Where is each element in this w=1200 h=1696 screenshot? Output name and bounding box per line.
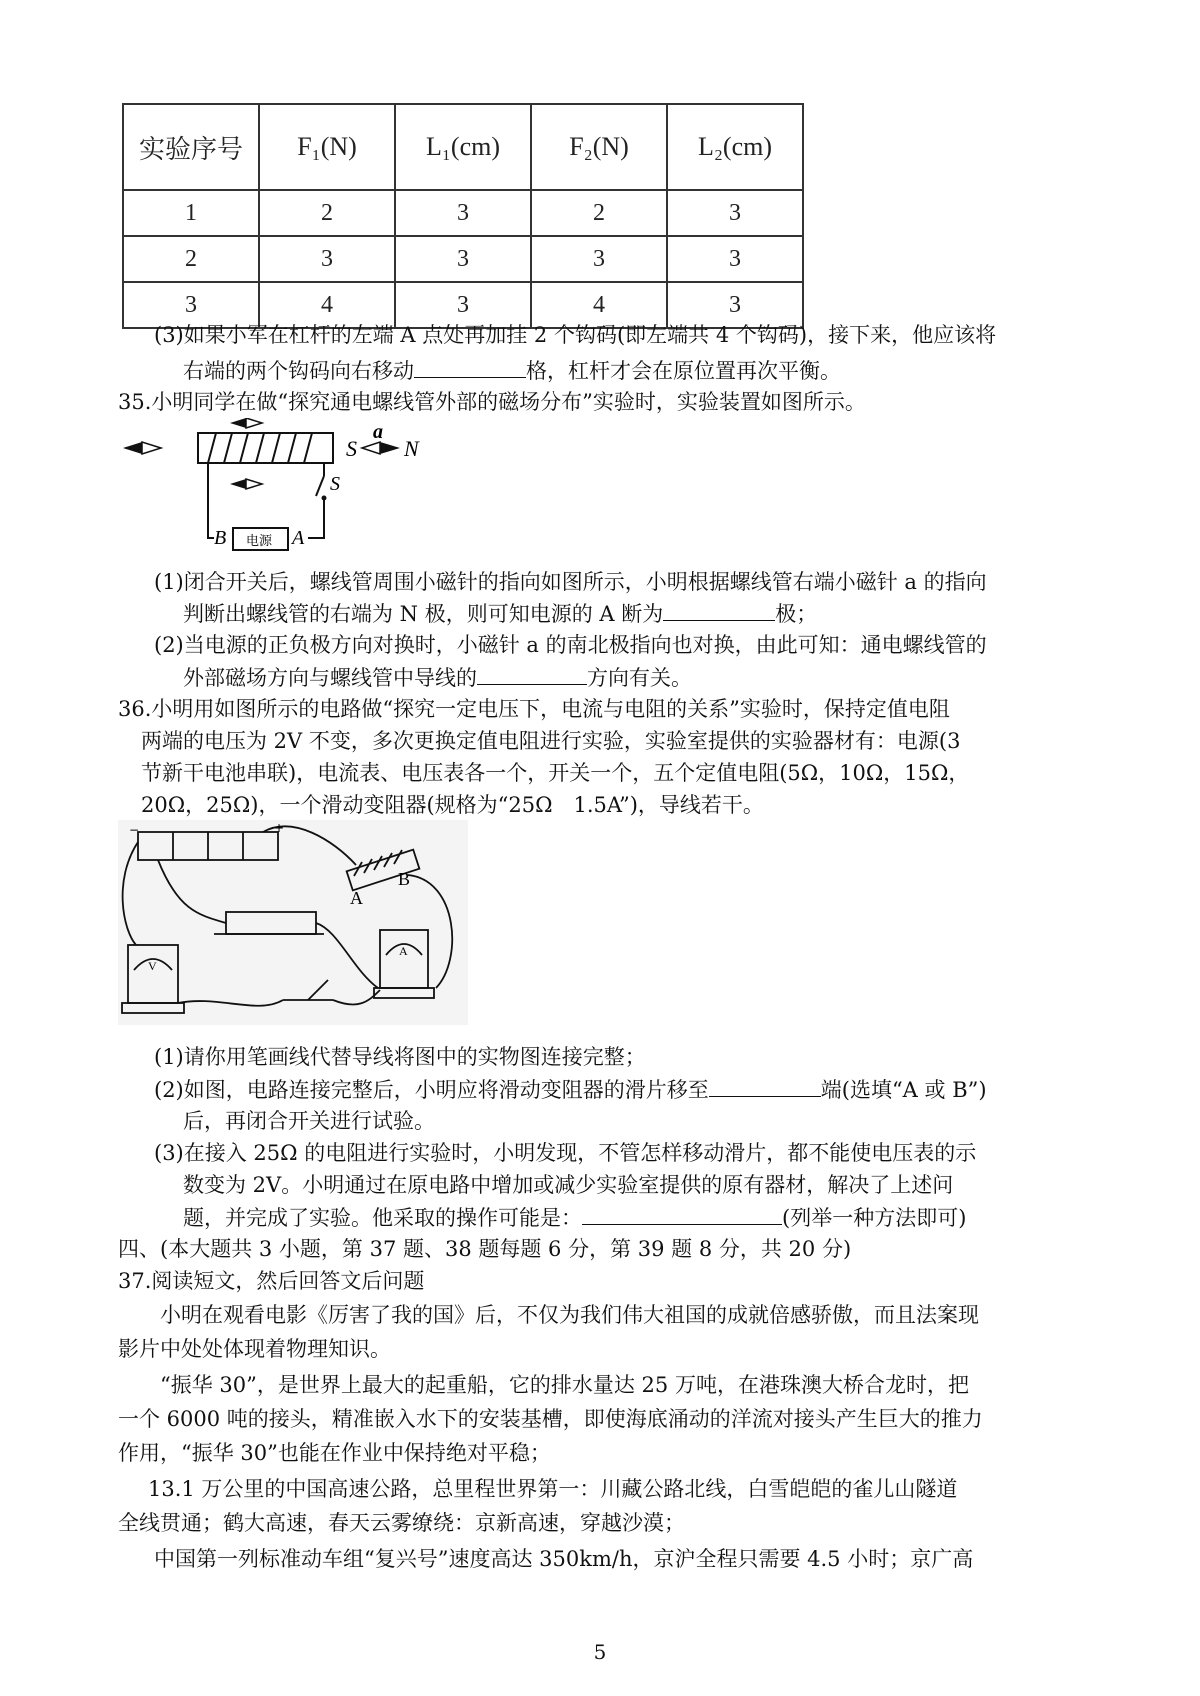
table-header: F₂(N) xyxy=(531,104,667,190)
q37-para3-line2: 全线贯通；鹤大高速，春天云雾缭绕：京新高速，穿越沙漠； xyxy=(118,1511,685,1535)
table-cell: 3 xyxy=(395,282,531,328)
table-cell: 3 xyxy=(531,236,667,282)
table-cell: 3 xyxy=(667,282,803,328)
answer-blank[interactable] xyxy=(709,1074,821,1097)
q35-part2-line2 xyxy=(183,662,692,693)
table-header: F₁(N) xyxy=(259,104,395,190)
table-cell: 4 xyxy=(531,282,667,328)
q34-text: 右端的两个钩码向右移动 xyxy=(183,359,414,383)
label-voltmeter: V xyxy=(148,959,157,973)
answer-blank[interactable] xyxy=(663,598,775,621)
experiment-table xyxy=(122,103,804,329)
label-a-terminal: A xyxy=(292,527,305,549)
table-cell: 2 xyxy=(259,190,395,236)
q36-part3-line2: 数变为 2V。小明通过在原电路中增加或减少实验室提供的原有器材，解决了上述问 xyxy=(183,1173,954,1197)
q36-part1: (1)请你用笔画线代替导线将图中的实物图连接完整； xyxy=(154,1045,646,1069)
figure-background xyxy=(118,820,468,1025)
q36-part3-line1: (3)在接入 25Ω 的电阻进行实验时，小明发现，不管怎样移动滑片，都不能使电压表的示 xyxy=(154,1141,977,1165)
table-header: L₁(cm) xyxy=(395,104,531,190)
label-power: 电源 xyxy=(246,534,273,549)
q35-text: 判断出螺线管的右端为 N 极，则可知电源的 A 断为 xyxy=(183,602,664,626)
compass-needle-bottom xyxy=(230,479,262,489)
q36-text: 端(选填“A 或 B”) xyxy=(820,1078,987,1102)
q37-para4-line1: 中国第一列标准动车组“复兴号”速度高达 350km/h，京沪全程只需要 4.5 小时；京广高 xyxy=(154,1547,974,1571)
label-n: N xyxy=(404,436,419,461)
table-row xyxy=(123,190,803,236)
table-cell: 3 xyxy=(395,236,531,282)
table-cell: 3 xyxy=(667,190,803,236)
label-rheostat-a: A xyxy=(350,888,363,908)
table-row xyxy=(123,236,803,282)
table-cell: 3 xyxy=(395,190,531,236)
answer-blank[interactable] xyxy=(477,662,587,685)
table-cell: 4 xyxy=(259,282,395,328)
q36-stem-line4: 20Ω，25Ω)，一个滑动变阻器(规格为“25Ω 1.5A”)，导线若干。 xyxy=(141,793,764,817)
table-header: L₂(cm) xyxy=(667,104,803,190)
wire-right-lower xyxy=(308,500,324,538)
q36-text: (2)如图，电路连接完整后，小明应将滑动变阻器的滑片移至 xyxy=(154,1078,709,1102)
q35-text: 方向有关。 xyxy=(587,666,692,690)
svg-text:−: − xyxy=(129,823,140,837)
compass-needle-top xyxy=(230,418,262,428)
section-heading: 四、(本大题共 3 小题，第 37 题、38 题每题 6 分，第 39 题 8 分，共 20 分) xyxy=(118,1237,852,1261)
q35-part2-line1: (2)当电源的正负极方向对换时，小磁针 a 的南北极指向也对换，由此可知：通电螺线管的 xyxy=(154,633,987,657)
solenoid-coil xyxy=(208,433,312,463)
compass-needle-left xyxy=(123,442,161,454)
label-ammeter: A xyxy=(399,944,408,958)
q36-stem-line2: 两端的电压为 2V 不变，多次更换定值电阻进行实验，实验室提供的实验器材有：电源(3 xyxy=(141,729,961,753)
table-cell: 2 xyxy=(123,236,259,282)
answer-blank[interactable] xyxy=(582,1202,782,1225)
q37-para1-line2: 影片中处处体现着物理知识。 xyxy=(118,1337,391,1361)
table-header: 实验序号 xyxy=(123,104,259,190)
table-cell: 3 xyxy=(123,282,259,328)
table-cell: 3 xyxy=(259,236,395,282)
q35-part1-line2 xyxy=(183,598,817,629)
circuit-figure xyxy=(118,820,468,1025)
q36-part2-line1 xyxy=(154,1074,987,1105)
label-switch-s: S xyxy=(330,473,340,495)
q35-text: 外部磁场方向与螺线管中导线的 xyxy=(183,666,477,690)
switch-blade xyxy=(316,476,324,496)
q36-text: 题，并完成了实验。他采取的操作可能是： xyxy=(183,1206,582,1230)
table-cell: 1 xyxy=(123,190,259,236)
compass-needle-a xyxy=(362,442,400,454)
wire-right xyxy=(312,463,324,476)
label-s-left: S xyxy=(346,436,357,461)
table-cell: 2 xyxy=(531,190,667,236)
q37-para2-line2: 一个 6000 吨的接头，精准嵌入水下的安装基槽，即使海底涌动的洋流对接头产生巨大的推力 xyxy=(118,1407,983,1431)
label-b: B xyxy=(214,527,227,549)
q34-part3-line2 xyxy=(183,355,841,386)
q37-stem: 37.阅读短文，然后回答文后问题 xyxy=(118,1269,425,1293)
q36-text: (列举一种方法即可) xyxy=(782,1206,967,1230)
label-a: a xyxy=(373,421,383,443)
q36-stem-line1: 36.小明用如图所示的电路做“探究一定电压下，电流与电阻的关系”实验时，保持定值电阻 xyxy=(118,697,950,721)
q34-text: 格，杠杆才会在原位置再次平衡。 xyxy=(526,359,841,383)
table-cell: 3 xyxy=(667,236,803,282)
q35-stem: 35.小明同学在做“探究通电螺线管外部的磁场分布”实验时，实验装置如图所示。 xyxy=(118,390,866,414)
page-number: 5 xyxy=(593,1640,607,1664)
q37-para1-line1: 小明在观看电影《厉害了我的国》后，不仅为我们伟大祖国的成就倍感骄傲，而且法案现 xyxy=(160,1303,979,1327)
svg-text:+: + xyxy=(274,821,285,835)
label-rheostat-b: B xyxy=(398,869,411,889)
q34-part3-line1: (3)如果小军在杠杆的左端 A 点处再加挂 2 个钩码(即左端共 4 个钩码)，接下来，他应该将 xyxy=(154,323,997,347)
answer-blank[interactable] xyxy=(414,355,526,378)
table-header-row xyxy=(123,104,803,190)
q37-para2-line3: 作用，“振华 30”也能在作业中保持绝对平稳； xyxy=(118,1441,551,1465)
q35-part1-line1: (1)闭合开关后，螺线管周围小磁针的指向如图所示，小明根据螺线管右端小磁针 a 的指向 xyxy=(154,570,987,594)
q37-para3-line1: 13.1 万公里的中国高速公路，总里程世界第一：川藏公路北线，白雪皑皑的雀儿山隧道 xyxy=(148,1477,958,1501)
switch-contact xyxy=(322,496,327,501)
solenoid-core xyxy=(198,433,333,463)
q36-part2-line2: 后，再闭合开关进行试验。 xyxy=(183,1109,435,1133)
q37-para2-line1: “振华 30”，是世界上最大的起重船，它的排水量达 25 万吨，在港珠澳大桥合龙时，把 xyxy=(160,1373,969,1397)
q36-stem-line3: 节新干电池串联)，电流表、电压表各一个，开关一个，五个定值电阻(5Ω，10Ω，15Ω， xyxy=(141,761,970,785)
q36-part3-line3 xyxy=(183,1202,966,1233)
q35-text: 极； xyxy=(775,602,818,626)
